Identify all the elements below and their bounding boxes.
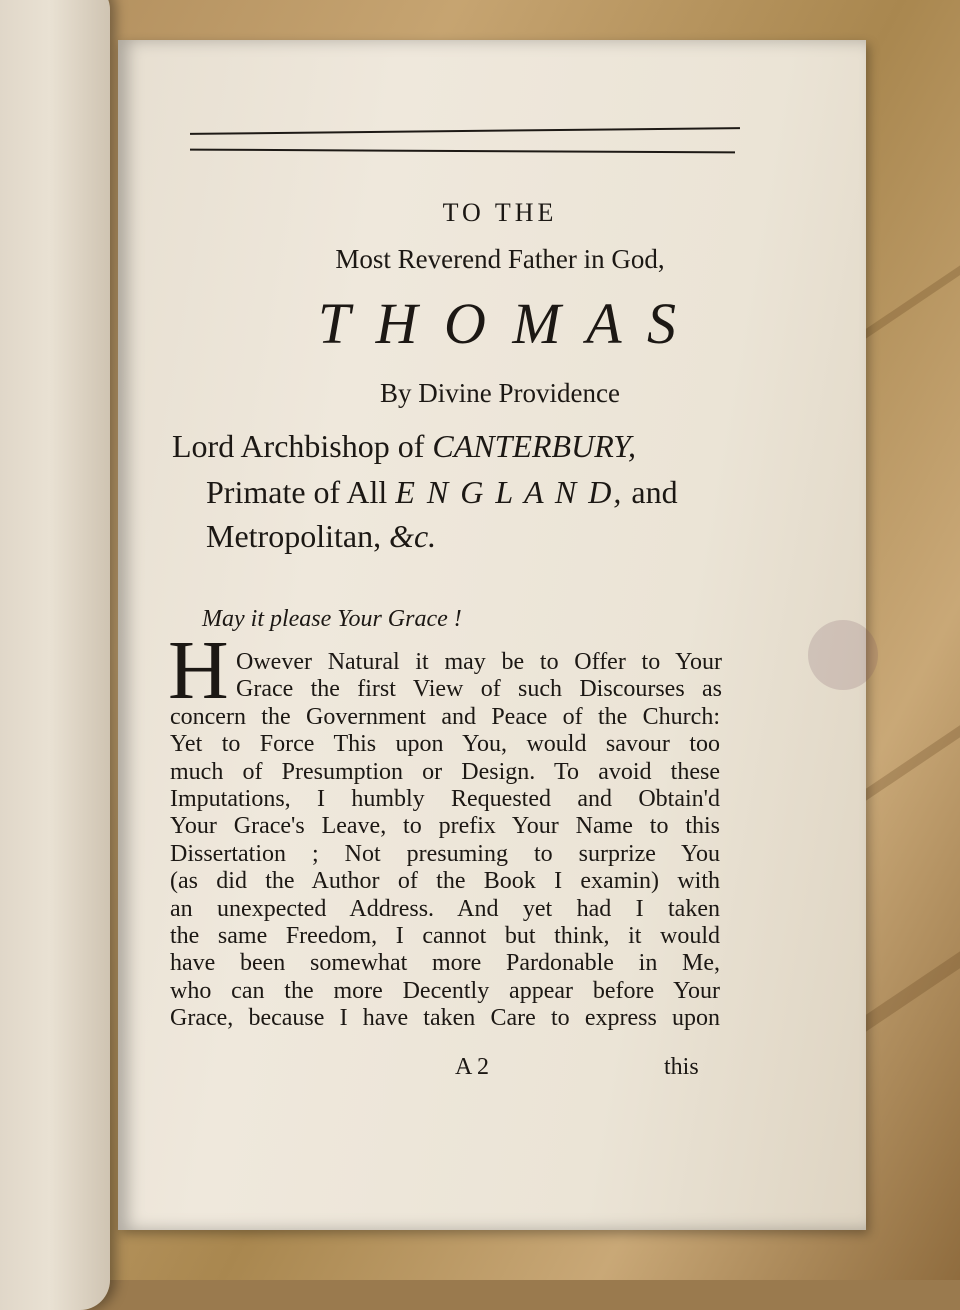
england-text: E N G L A N D, <box>395 474 624 510</box>
body-line: Grace the first View of such Discourses as <box>236 676 722 703</box>
drop-cap: H <box>168 624 229 717</box>
body-line: Owever Natural it may be to Offer to Your <box>236 649 722 675</box>
metropolitan-text: Metropolitan, <box>206 518 390 554</box>
addressee-name: T H O M A S <box>317 291 683 356</box>
body-line: Yet to Force This upon You, would savour too <box>170 731 720 758</box>
providence-line: By Divine Providence <box>380 378 620 408</box>
body-line: Grace, because I have taken Care to express upon <box>170 1005 720 1032</box>
primate-line <box>206 474 678 511</box>
heading-father: Most Reverend Father in God, <box>335 244 665 274</box>
metropolitan-line <box>206 518 436 555</box>
signature-mark: A 2 <box>455 1054 490 1080</box>
heading-to-the: TO THE <box>442 198 558 227</box>
ink-stain <box>808 620 878 690</box>
catchword: this <box>664 1054 699 1080</box>
salutation: May it please Your Grace ! <box>202 606 462 632</box>
body-line: concern the Government and Peace of the Church: <box>170 703 720 730</box>
archbishop-title-text: Lord Archbishop of <box>172 428 433 464</box>
and-text: and <box>623 474 678 510</box>
body-line: the same Freedom, I cannot but think, it would <box>170 923 720 949</box>
canterbury-text: CANTERBURY, <box>432 428 637 464</box>
body-line: an unexpected Address. And yet had I taken <box>170 895 720 922</box>
body-line: much of Presumption or Design. To avoid these <box>170 758 720 785</box>
body-line: who can the more Decently appear before Your <box>170 977 720 1004</box>
etc-text: &c. <box>389 518 437 554</box>
body-line: Imputations, I humbly Requested and Obtain'd <box>170 786 720 812</box>
facing-page <box>0 0 110 1310</box>
primate-text: Primate of All <box>206 474 396 510</box>
body-line: have been somewhat more Pardonable in Me, <box>170 950 720 977</box>
body-line: Dissertation ; Not presuming to surprize You <box>170 840 720 867</box>
archbishop-title <box>172 428 636 465</box>
body-line: (as did the Author of the Book I examin) with <box>170 868 720 895</box>
body-line: Your Grace's Leave, to prefix Your Name to this <box>170 813 720 840</box>
